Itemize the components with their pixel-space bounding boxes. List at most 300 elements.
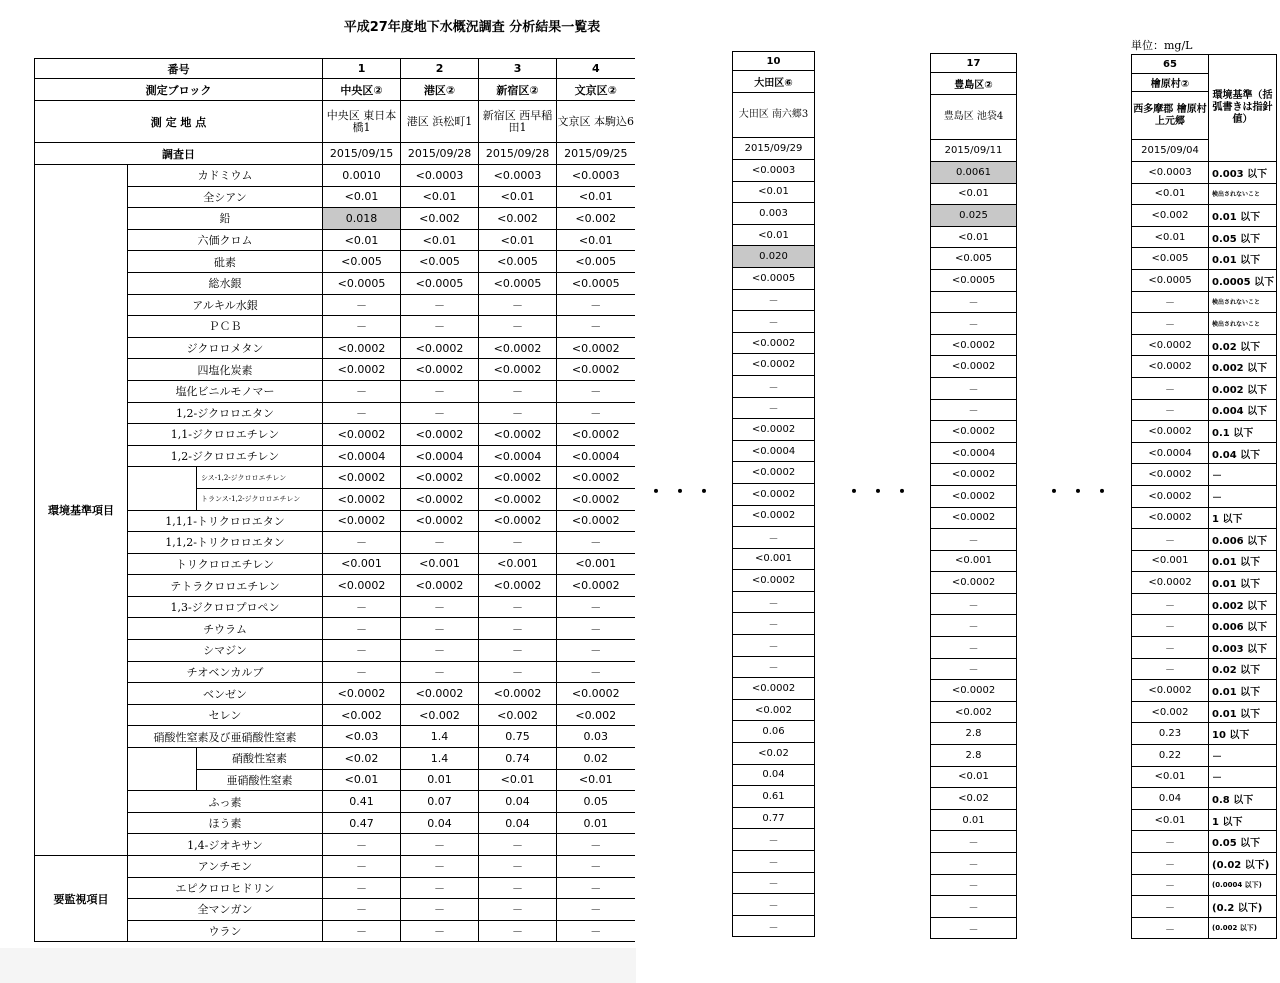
col4-number: 4	[557, 59, 635, 79]
value-cell: <0.0005	[479, 272, 557, 294]
value-cell: －	[557, 618, 635, 640]
value-cell: <0.0002	[401, 359, 479, 381]
value-cell: <0.005	[479, 251, 557, 273]
value-cell: －	[479, 877, 557, 899]
col65-value: －	[1132, 637, 1209, 659]
col2-location: 港区 浜松町1	[401, 101, 479, 143]
value-cell: <0.0002	[401, 467, 479, 489]
standard-value: －	[1209, 485, 1277, 507]
value-cell: <0.0002	[323, 575, 401, 597]
item-label: 塩化ビニルモノマー	[128, 380, 323, 402]
value-cell: 0.05	[557, 791, 635, 813]
value-cell: 0.74	[479, 748, 557, 770]
standard-value: －	[1209, 745, 1277, 767]
value-cell: <0.0002	[323, 683, 401, 705]
col17-value: －	[931, 637, 1017, 659]
value-cell: <0.0002	[479, 424, 557, 446]
col17-value: <0.0002	[931, 334, 1017, 356]
item-label: 砒素	[128, 251, 323, 273]
value-cell: －	[323, 294, 401, 316]
value-cell: －	[557, 834, 635, 856]
value-cell: <0.03	[323, 726, 401, 748]
standard-value: 0.05 以下	[1209, 226, 1277, 248]
value-cell: 1.4	[401, 726, 479, 748]
group-env-label: 環境基準項目	[35, 165, 128, 856]
value-cell: <0.0002	[323, 424, 401, 446]
col10-value: －	[733, 527, 815, 549]
value-cell: <0.005	[323, 251, 401, 273]
value-cell: <0.002	[479, 704, 557, 726]
value-cell: <0.001	[323, 553, 401, 575]
value-cell: －	[401, 899, 479, 921]
value-cell: <0.0003	[557, 165, 635, 187]
column-65-table	[1131, 54, 1277, 939]
value-cell: <0.0002	[479, 575, 557, 597]
item-label: アンチモン	[128, 856, 323, 878]
standard-value: 1 以下	[1209, 809, 1277, 831]
col17-value: <0.002	[931, 701, 1017, 723]
value-cell: <0.0002	[557, 488, 635, 510]
item-label: 硝酸性窒素	[197, 748, 323, 770]
value-cell: －	[557, 877, 635, 899]
label-date: 調査日	[35, 143, 323, 165]
item-label: カドミウム	[128, 165, 323, 187]
standard-value: 0.003 以下	[1209, 637, 1277, 659]
col10-location: 大田区 南六郷3	[733, 93, 815, 138]
value-cell: <0.0002	[479, 467, 557, 489]
value-cell: －	[557, 640, 635, 662]
indent-cell	[128, 467, 197, 510]
col65-value: <0.01	[1132, 809, 1209, 831]
col17-value: <0.0002	[931, 680, 1017, 702]
col10-value: <0.01	[733, 224, 815, 246]
col17-value: －	[931, 853, 1017, 875]
standard-value: 0.8 以下	[1209, 788, 1277, 810]
col17-value: 2.8	[931, 745, 1017, 767]
col17-value: －	[931, 529, 1017, 551]
item-label: 1,3-ジクロロプロペン	[128, 596, 323, 618]
standard-value: 0.01 以下	[1209, 680, 1277, 702]
col17-value: －	[931, 593, 1017, 615]
item-label: ベンゼン	[128, 683, 323, 705]
value-cell: 0.41	[323, 791, 401, 813]
label-number: 番号	[35, 59, 323, 79]
value-cell: －	[401, 402, 479, 424]
col10-value: －	[733, 397, 815, 419]
item-label: ふっ素	[128, 791, 323, 813]
value-cell: 0.75	[479, 726, 557, 748]
value-cell: <0.001	[401, 553, 479, 575]
col17-value: <0.01	[931, 183, 1017, 205]
value-cell: －	[557, 661, 635, 683]
item-label: 全マンガン	[128, 899, 323, 921]
value-cell: <0.002	[557, 704, 635, 726]
col10-value: <0.0005	[733, 267, 815, 289]
value-cell: <0.0004	[401, 445, 479, 467]
standard-value: 0.006 以下	[1209, 615, 1277, 637]
item-label: トリクロロエチレン	[128, 553, 323, 575]
item-label: 1,1,2-トリクロロエタン	[128, 532, 323, 554]
value-cell: －	[401, 661, 479, 683]
col65-value: <0.0002	[1132, 572, 1209, 594]
value-cell: －	[401, 380, 479, 402]
col10-value: <0.0002	[733, 462, 815, 484]
value-cell: －	[479, 661, 557, 683]
col17-block: 豊島区②	[931, 73, 1017, 95]
col17-value: <0.02	[931, 788, 1017, 810]
item-label: 1,2-ジクロロエタン	[128, 402, 323, 424]
header-row-block	[35, 79, 635, 101]
standard-value: 検出されないこと	[1209, 291, 1277, 313]
value-cell: －	[401, 877, 479, 899]
value-cell: －	[479, 640, 557, 662]
value-cell: <0.01	[557, 769, 635, 791]
value-cell: <0.0002	[557, 337, 635, 359]
item-label: シマジン	[128, 640, 323, 662]
col17-value: －	[931, 896, 1017, 918]
col17-value: <0.001	[931, 550, 1017, 572]
item-label: 四塩化炭素	[128, 359, 323, 381]
value-cell: <0.002	[401, 704, 479, 726]
col17-value: <0.0005	[931, 269, 1017, 291]
item-label: 総水銀	[128, 272, 323, 294]
col10-value: －	[733, 656, 815, 678]
value-cell: <0.0002	[401, 424, 479, 446]
value-cell: －	[401, 640, 479, 662]
col10-value: 0.04	[733, 764, 815, 786]
col1-location: 中央区 東日本橋1	[323, 101, 401, 143]
value-cell: <0.01	[557, 186, 635, 208]
col17-value: 0.01	[931, 809, 1017, 831]
col17-date: 2015/09/11	[931, 140, 1017, 162]
value-cell: <0.005	[401, 251, 479, 273]
value-cell: －	[479, 294, 557, 316]
col17-value: －	[931, 615, 1017, 637]
col10-value: <0.0003	[733, 160, 815, 182]
col65-value: －	[1132, 853, 1209, 875]
value-cell: －	[479, 920, 557, 942]
col17-value: 0.0061	[931, 162, 1017, 184]
col65-value: －	[1132, 377, 1209, 399]
item-label: ほう素	[128, 812, 323, 834]
col65-value: <0.002	[1132, 701, 1209, 723]
col65-value: 0.23	[1132, 723, 1209, 745]
standard-value: (0.0004 以下)	[1209, 874, 1277, 896]
standard-value: (0.2 以下)	[1209, 896, 1277, 918]
col10-value: <0.01	[733, 181, 815, 203]
item-label: 1,1,1-トリクロロエタン	[128, 510, 323, 532]
value-cell: －	[479, 899, 557, 921]
item-label: 1,2-ジクロロエチレン	[128, 445, 323, 467]
value-cell: <0.0002	[479, 337, 557, 359]
value-cell: <0.0002	[401, 575, 479, 597]
item-label: トランス-1,2-ジクロロエチレン	[197, 488, 323, 510]
col10-value: <0.0002	[733, 354, 815, 376]
value-cell: <0.002	[479, 208, 557, 230]
standard-value: 0.0005 以下	[1209, 269, 1277, 291]
col10-number: 10	[733, 52, 815, 71]
value-cell: －	[479, 596, 557, 618]
unit-label: 単位：mg/L	[1131, 39, 1193, 52]
col65-value: －	[1132, 399, 1209, 421]
main-results-table	[34, 58, 635, 942]
col65-value: －	[1132, 313, 1209, 335]
value-cell: －	[323, 856, 401, 878]
col10-value: <0.002	[733, 699, 815, 721]
col10-value: 0.003	[733, 203, 815, 225]
value-cell: <0.0002	[557, 683, 635, 705]
value-cell: <0.005	[557, 251, 635, 273]
col3-date: 2015/09/28	[479, 143, 557, 165]
col17-value: 2.8	[931, 723, 1017, 745]
value-cell: 0.04	[479, 791, 557, 813]
ellipsis-2: ・・・	[845, 482, 917, 503]
col10-value: －	[733, 289, 815, 311]
table-row	[35, 165, 635, 187]
col1-number: 1	[323, 59, 401, 79]
col65-value: －	[1132, 615, 1209, 637]
col65-value: <0.01	[1132, 766, 1209, 788]
standard-value: 0.01 以下	[1209, 550, 1277, 572]
value-cell: <0.002	[401, 208, 479, 230]
col65-value: －	[1132, 896, 1209, 918]
col17-value: <0.0002	[931, 507, 1017, 529]
standard-value: 0.01 以下	[1209, 572, 1277, 594]
column-10-table	[732, 51, 815, 937]
col65-value: <0.0003	[1132, 162, 1209, 184]
value-cell: <0.0002	[323, 467, 401, 489]
value-cell: －	[323, 899, 401, 921]
col65-number: 65	[1132, 55, 1209, 74]
value-cell: <0.0002	[323, 510, 401, 532]
value-cell: <0.0005	[401, 272, 479, 294]
col17-value: －	[931, 917, 1017, 939]
col17-value: －	[931, 831, 1017, 853]
col65-value: －	[1132, 831, 1209, 853]
value-cell: <0.0002	[557, 467, 635, 489]
standard-value: 0.1 以下	[1209, 421, 1277, 443]
value-cell: －	[323, 316, 401, 338]
col65-block: 檜原村②	[1132, 74, 1209, 92]
indent-cell	[128, 748, 197, 791]
col17-value: <0.01	[931, 766, 1017, 788]
col17-value: －	[931, 874, 1017, 896]
value-cell: －	[479, 834, 557, 856]
standard-value: 10 以下	[1209, 723, 1277, 745]
col17-value: －	[931, 658, 1017, 680]
value-cell: <0.0002	[557, 575, 635, 597]
col10-date: 2015/09/29	[733, 138, 815, 160]
value-cell: －	[557, 294, 635, 316]
value-cell: <0.0002	[323, 337, 401, 359]
col65-value: <0.001	[1132, 550, 1209, 572]
standard-value: 0.002 以下	[1209, 356, 1277, 378]
value-cell: 0.07	[401, 791, 479, 813]
value-cell: －	[323, 618, 401, 640]
standard-value: (0.02 以下)	[1209, 853, 1277, 875]
col10-value: －	[733, 915, 815, 937]
value-cell: －	[323, 532, 401, 554]
item-label: エピクロロヒドリン	[128, 877, 323, 899]
col65-value: <0.0002	[1132, 464, 1209, 486]
col17-location: 豊島区 池袋4	[931, 95, 1017, 140]
header-row-number	[35, 59, 635, 79]
col1-block: 中央区②	[323, 79, 401, 101]
value-cell: －	[401, 596, 479, 618]
item-label: アルキル水銀	[128, 294, 323, 316]
value-cell: －	[323, 920, 401, 942]
value-cell: －	[557, 920, 635, 942]
header-row-date	[35, 143, 635, 165]
col17-value: 0.025	[931, 205, 1017, 227]
value-cell: <0.0002	[401, 510, 479, 532]
col3-number: 3	[479, 59, 557, 79]
col10-value: －	[733, 311, 815, 333]
standard-value: 0.01 以下	[1209, 248, 1277, 270]
item-label: チウラム	[128, 618, 323, 640]
col10-value: －	[733, 894, 815, 916]
value-cell: <0.01	[401, 186, 479, 208]
value-cell: <0.01	[479, 229, 557, 251]
value-cell: <0.001	[479, 553, 557, 575]
value-cell: <0.01	[323, 229, 401, 251]
value-cell: －	[401, 294, 479, 316]
item-label: チオベンカルブ	[128, 661, 323, 683]
col2-date: 2015/09/28	[401, 143, 479, 165]
value-cell: <0.0004	[557, 445, 635, 467]
col3-block: 新宿区②	[479, 79, 557, 101]
value-cell: <0.01	[323, 186, 401, 208]
value-cell: 0.03	[557, 726, 635, 748]
standard-value: 0.05 以下	[1209, 831, 1277, 853]
item-label: 鉛	[128, 208, 323, 230]
value-cell: －	[323, 877, 401, 899]
label-block: 測定ブロック	[35, 79, 323, 101]
item-label: 六価クロム	[128, 229, 323, 251]
col65-value: <0.0002	[1132, 334, 1209, 356]
col10-value: <0.0004	[733, 440, 815, 462]
col17-value: －	[931, 399, 1017, 421]
value-cell: <0.0005	[557, 272, 635, 294]
group-watch-label: 要監視項目	[35, 856, 128, 942]
item-label: 全シアン	[128, 186, 323, 208]
standard-value: 0.01 以下	[1209, 701, 1277, 723]
col65-value: <0.0002	[1132, 356, 1209, 378]
col4-date: 2015/09/25	[557, 143, 635, 165]
item-label: 硝酸性窒素及び亜硝酸性窒素	[128, 726, 323, 748]
value-cell: <0.0003	[401, 165, 479, 187]
col17-value: <0.0002	[931, 485, 1017, 507]
col65-value: －	[1132, 658, 1209, 680]
value-cell: 0.0010	[323, 165, 401, 187]
label-location: 測 定 地 点	[35, 101, 323, 143]
value-cell: －	[479, 402, 557, 424]
value-cell: <0.0002	[479, 359, 557, 381]
value-cell: <0.0002	[401, 488, 479, 510]
standard-value: 0.006 以下	[1209, 529, 1277, 551]
col65-value: <0.0005	[1132, 269, 1209, 291]
header-row-location	[35, 101, 635, 143]
value-cell: <0.01	[323, 769, 401, 791]
value-cell: <0.0002	[557, 510, 635, 532]
value-cell: －	[557, 380, 635, 402]
col10-value: <0.0002	[733, 678, 815, 700]
value-cell: －	[323, 640, 401, 662]
value-cell: <0.01	[479, 769, 557, 791]
value-cell: －	[323, 834, 401, 856]
value-cell: <0.01	[479, 186, 557, 208]
standard-value: 0.01 以下	[1209, 205, 1277, 227]
value-cell: <0.002	[557, 208, 635, 230]
col10-value: －	[733, 829, 815, 851]
ellipsis-3: ・・・	[1045, 482, 1117, 503]
value-cell: 1.4	[401, 748, 479, 770]
col2-number: 2	[401, 59, 479, 79]
col65-value: 0.22	[1132, 745, 1209, 767]
standard-value: 検出されないこと	[1209, 183, 1277, 205]
col17-number: 17	[931, 54, 1017, 73]
value-cell: 0.04	[479, 812, 557, 834]
col10-value: －	[733, 613, 815, 635]
value-cell: 0.47	[323, 812, 401, 834]
value-cell: －	[479, 856, 557, 878]
item-label: 1,1-ジクロロエチレン	[128, 424, 323, 446]
bottom-shade	[0, 948, 636, 983]
col65-value: 0.04	[1132, 788, 1209, 810]
col65-value: <0.0002	[1132, 680, 1209, 702]
value-cell: <0.0002	[557, 424, 635, 446]
value-cell: －	[557, 596, 635, 618]
standard-value: 0.04 以下	[1209, 442, 1277, 464]
col2-block: 港区②	[401, 79, 479, 101]
value-cell: －	[401, 834, 479, 856]
col17-value: <0.0002	[931, 356, 1017, 378]
value-cell: －	[479, 532, 557, 554]
col10-value: －	[733, 375, 815, 397]
col65-value: －	[1132, 593, 1209, 615]
col65-value: <0.0002	[1132, 485, 1209, 507]
value-cell: －	[479, 316, 557, 338]
standard-value: 0.02 以下	[1209, 334, 1277, 356]
col10-value: －	[733, 851, 815, 873]
col65-value: －	[1132, 917, 1209, 939]
col10-value: －	[733, 635, 815, 657]
item-label: シス-1,2-ジクロロエチレン	[197, 467, 323, 489]
standard-value: 1 以下	[1209, 507, 1277, 529]
item-label: ウラン	[128, 920, 323, 942]
value-cell: <0.0005	[323, 272, 401, 294]
col10-value: <0.0002	[733, 505, 815, 527]
col10-value: <0.0002	[733, 419, 815, 441]
value-cell: －	[557, 899, 635, 921]
value-cell: <0.0002	[479, 488, 557, 510]
item-label: 亜硝酸性窒素	[197, 769, 323, 791]
value-cell: －	[401, 316, 479, 338]
standard-value: 0.002 以下	[1209, 377, 1277, 399]
col10-value: <0.0002	[733, 570, 815, 592]
value-cell: －	[557, 316, 635, 338]
value-cell: －	[557, 856, 635, 878]
ellipsis-1: ・・・	[647, 482, 719, 503]
col17-value: <0.0002	[931, 421, 1017, 443]
value-cell: <0.0002	[323, 359, 401, 381]
col10-value: －	[733, 591, 815, 613]
value-cell: －	[479, 380, 557, 402]
col65-value: <0.0004	[1132, 442, 1209, 464]
column-17-table	[930, 53, 1017, 939]
value-cell: －	[401, 856, 479, 878]
col65-value: <0.0002	[1132, 421, 1209, 443]
